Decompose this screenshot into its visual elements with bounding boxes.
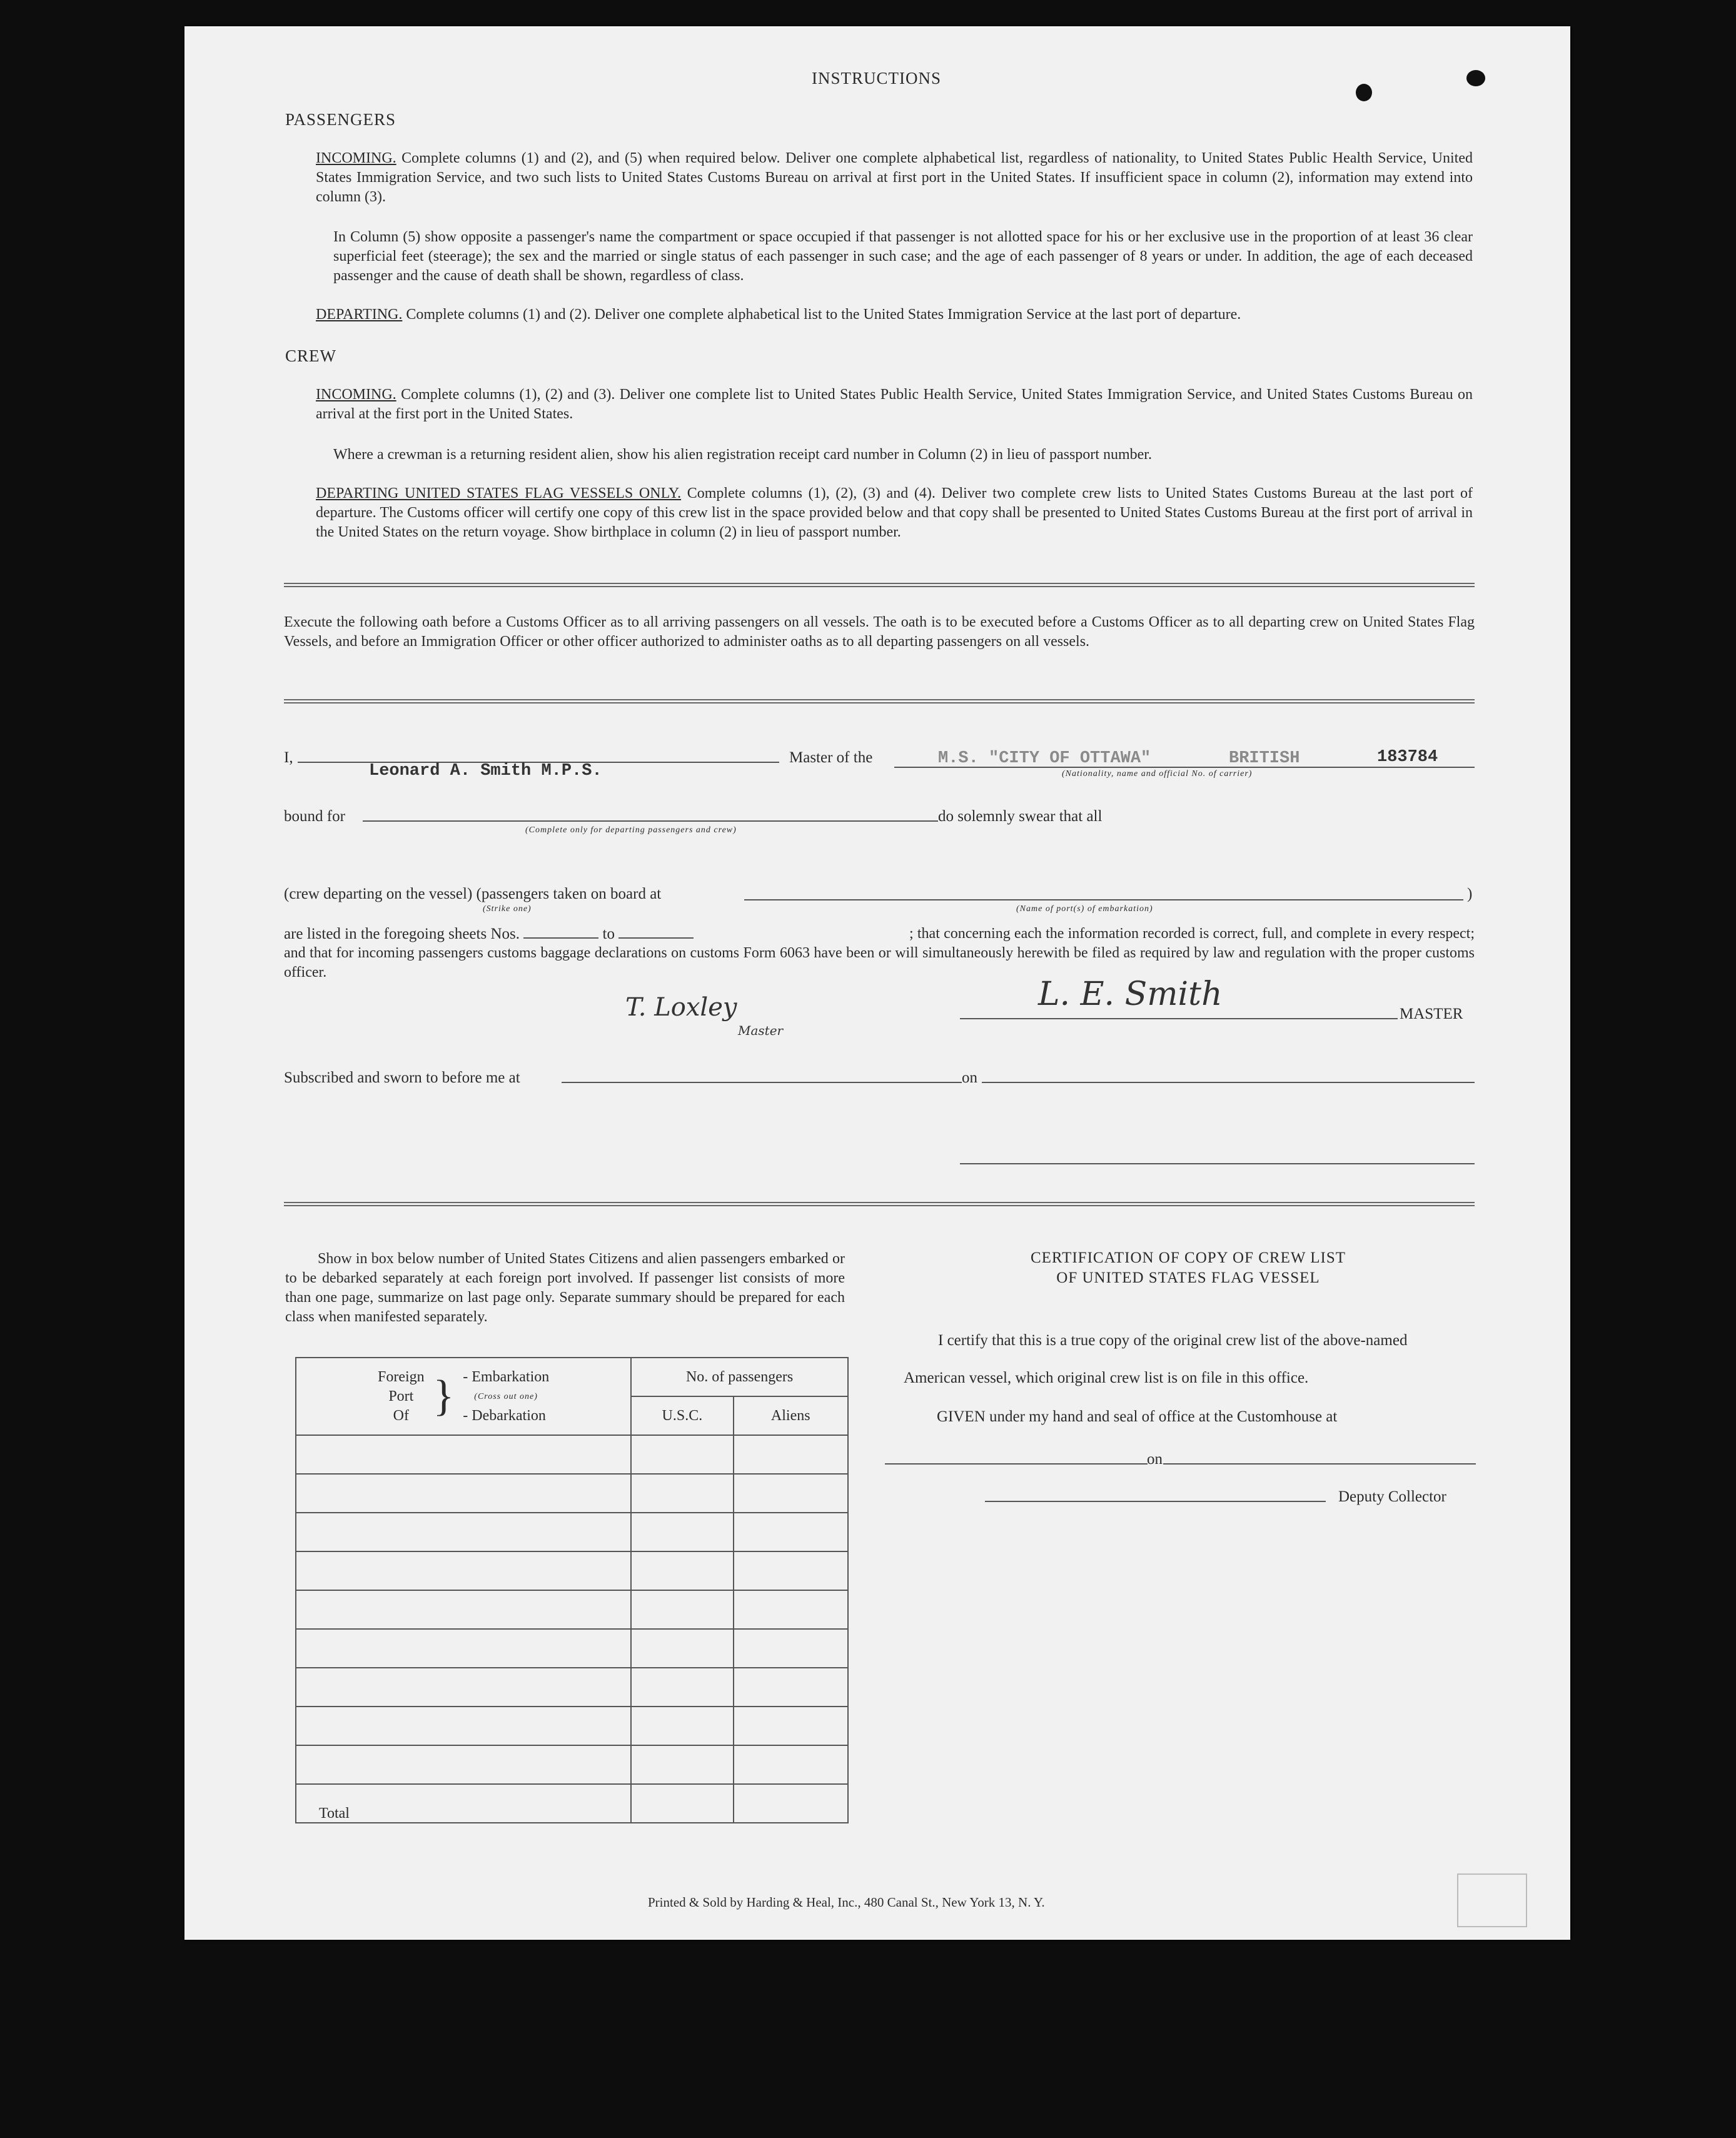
crew-incoming-paragraph: [316, 385, 1473, 424]
crew-departing-paragraph: [316, 484, 1473, 542]
passengers-heading: PASSENGERS: [285, 110, 396, 129]
crew-departing-label: (crew departing on the vessel) (passengers taken on board at: [284, 885, 662, 902]
certification-title: [1001, 1248, 1376, 1288]
close-paren: ): [1467, 885, 1473, 902]
table-row: [296, 1707, 848, 1745]
officer-signature: T. Loxley: [625, 993, 737, 1022]
subscribed-date-line: [982, 1082, 1475, 1083]
section-divider: [284, 699, 1475, 703]
swear-label: do solemnly swear that all: [938, 808, 1103, 825]
vessel-name: M.S. "CITY OF OTTAWA": [938, 749, 1151, 768]
total-label: Total: [296, 1784, 631, 1823]
ports-caption: (Name of port(s) of embarkation): [1016, 904, 1153, 914]
master-name: Leonard A. Smith M.P.S.: [369, 762, 602, 780]
bound-for-label: bound for: [284, 808, 345, 825]
bound-for-caption: (Complete only for departing passengers and crew): [525, 825, 737, 835]
table-row: [296, 1551, 848, 1590]
master-signature: L. E. Smith: [1038, 976, 1223, 1013]
crew-incoming-text: Complete columns (1), (2) and (3). Deliver one complete list to United States Public Health Service, United States Immigration Service, and United States Customs Bureau on arrival at the first port in the United States.: [316, 386, 1473, 422]
ink-blot: [1356, 84, 1372, 101]
certification-title-line-2: OF UNITED STATES FLAG VESSEL: [1056, 1269, 1320, 1286]
foreign-label: Foreign: [378, 1368, 425, 1385]
certification-title-line-1: CERTIFICATION OF COPY OF CREW LIST: [1030, 1249, 1346, 1266]
deputy-collector-label: Deputy Collector: [1338, 1488, 1446, 1505]
returning-alien-paragraph: Where a crewman is a returning resident alien, show his alien registration receipt card number in Column (2) in lieu of passport number.: [333, 446, 1152, 463]
brace-icon: }: [433, 1372, 455, 1420]
vessel-official-number: 183784: [1377, 748, 1438, 767]
certify-text: I certify that this is a true copy of the original crew list of the above-named: [938, 1332, 1408, 1349]
page-title: INSTRUCTIONS: [812, 69, 942, 88]
cert-on-label: on: [1147, 1451, 1163, 1468]
passengers-incoming-text: Complete columns (1) and (2), and (5) when required below. Deliver one complete alphabetical list, regardless of nationality, to United States Public Health Service, United States Immigration Service, and two such lists to United States Customs Bureau on arrival at first port in the United States. If insufficient space in column (2), information may extend into column (3).: [316, 150, 1473, 205]
table-row: [296, 1435, 848, 1474]
officer-signature-sub: Master: [738, 1023, 784, 1038]
section-divider: [284, 583, 1475, 587]
listed-sheets-label: are listed in the foregoing sheets Nos.: [284, 925, 520, 942]
column5-paragraph: In Column (5) show opposite a passenger's name the compartment or space occupied if that passenger is not allotted space for his or her exclusive use in the proportion of at least 36 clear superficial feet (steerage); the sex and the married or single status of each passenger in such case; and the age of each passenger of 8 years or under. In addition, the age of each deceased passenger and the cause of death shall be shown, regardless of class.: [333, 229, 1473, 284]
passengers-incoming-paragraph: [316, 149, 1473, 207]
cert-date-line: [1163, 1463, 1476, 1465]
crew-departing-label: DEPARTING UNITED STATES FLAG VESSELS ONLY.: [316, 485, 682, 502]
oath-i-label: I,: [284, 749, 293, 766]
aliens-header: Aliens: [734, 1396, 848, 1435]
subscribed-place-line: [562, 1082, 962, 1083]
table-row: [296, 1668, 848, 1707]
no-passengers-header: No. of passengers: [631, 1358, 848, 1396]
passengers-departing-paragraph: [316, 305, 1473, 325]
master-of-label: Master of the: [789, 749, 873, 766]
passengers-departing-text: Complete columns (1) and (2). Deliver one complete alphabetical list to the United States Immigration Service at the last port of departure.: [406, 306, 1241, 323]
officer-signature-line: [960, 1163, 1475, 1164]
passengers-departing-label: DEPARTING.: [316, 306, 403, 323]
table-row: [296, 1590, 848, 1629]
table-row: [296, 1629, 848, 1668]
section-divider: [284, 1202, 1475, 1206]
deputy-collector-line: [985, 1501, 1326, 1502]
american-vessel-text: American vessel, which original crew list is on file in this office.: [904, 1369, 1309, 1386]
ink-blot: [1466, 70, 1485, 86]
crew-heading: CREW: [285, 346, 336, 365]
subscribed-label: Subscribed and sworn to before me at: [284, 1069, 520, 1086]
embarkation-label: - Embarkation: [463, 1368, 550, 1385]
vessel-caption: (Nationality, name and official No. of carrier): [1062, 769, 1253, 779]
bound-for-line: [363, 820, 938, 822]
of-label: Of: [393, 1407, 409, 1424]
crew-departing-text: Complete columns (1), (2), (3) and (4). Deliver two complete crew lists to United States Customs Bureau at the last port of departure. The Customs officer will certify one copy of this crew list in the space provided below and that copy shall be presented to United States Customs Bureau at the first port of arrival in the United States on the return voyage. Show birthplace in column (2) in lieu of passport number.: [316, 485, 1473, 540]
cross-out-caption: (Cross out one): [474, 1391, 538, 1401]
usc-header: U.S.C.: [631, 1396, 733, 1435]
vessel-nationality: BRITISH: [1229, 749, 1300, 768]
summary-instructions: Show in box below number of United States Citizens and alien passengers embarked or to be debarked separately at each foreign port involved. If passenger list consists of more than one page, summarize on last page only. Separate summary should be prepared for each class when manifested separately.: [285, 1251, 845, 1325]
port-label: Port: [388, 1388, 414, 1404]
crew-incoming-label: INCOMING.: [316, 386, 396, 403]
foreign-port-header: [296, 1358, 631, 1435]
table-row: [296, 1513, 848, 1551]
passengers-incoming-label: INCOMING.: [316, 150, 396, 166]
table-row: [296, 1745, 848, 1784]
customhouse-line: [885, 1463, 1148, 1465]
listed-sheets-paragraph: ; that concerning each the information recorded is correct, full, and complete in every respect; and that for incoming passengers customs baggage declarations on customs Form 6063 have been or will simultaneously herewith be filed as required by law and regulation with the proper customs officer.: [284, 925, 1475, 981]
table-row: [296, 1474, 848, 1513]
debarkation-label: - Debarkation: [463, 1407, 546, 1424]
strike-caption: (Strike one): [483, 904, 532, 914]
listed-to-label: to: [602, 925, 615, 942]
master-signature-line: [960, 1018, 1398, 1019]
given-text: GIVEN under my hand and seal of office at the Customhouse at: [937, 1408, 1338, 1425]
subscribed-on-label: on: [962, 1069, 977, 1086]
port-embarkation-line: [744, 899, 1463, 900]
oath-intro: Execute the following oath before a Customs Officer as to all arriving passengers on all vessels. The oath is to be executed before a Customs Officer as to all departing crew on United States Flag Vessels, and before an Immigration Officer or other officer authorized to administer oaths as to all departing passengers on all vessels.: [284, 614, 1475, 650]
total-row: [296, 1784, 848, 1823]
stamp-box: [1457, 1873, 1527, 1927]
passenger-summary-table: [295, 1357, 849, 1823]
printer-footer: Printed & Sold by Harding & Heal, Inc., 480 Canal St., New York 13, N. Y.: [648, 1895, 1045, 1910]
master-label: MASTER: [1400, 1006, 1463, 1022]
